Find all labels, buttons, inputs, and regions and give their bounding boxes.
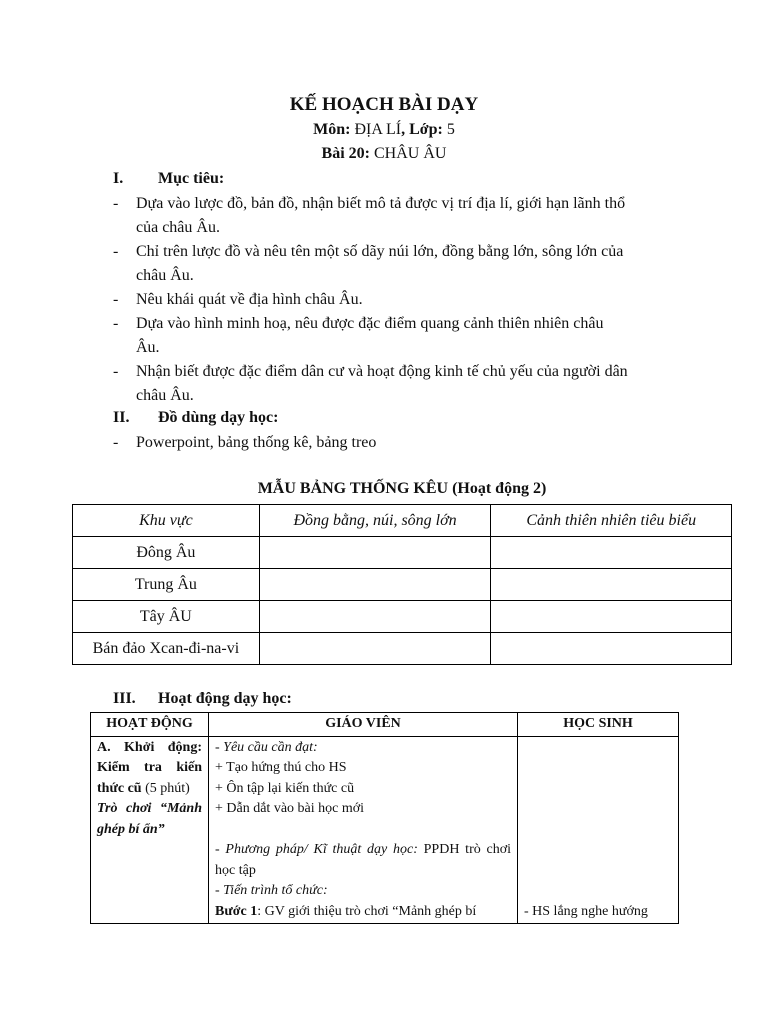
table-row: [73, 537, 732, 569]
list-item: - Powerpoint, bảng thống kê, bảng treo: [113, 434, 377, 451]
page-title: KẾ HOẠCH BÀI DẠY: [289, 94, 479, 115]
list-item-text: Chỉ trên lược đồ và nêu tên một số dãy núi lớn, đồng bằng lớn, sông lớn của: [136, 243, 624, 260]
section-number: III.: [113, 690, 136, 707]
table-cell-region: Đông Âu: [73, 537, 260, 569]
list-item-text-cont: châu Âu.: [136, 267, 194, 284]
list-item-text: Dựa vào hình minh hoạ, nêu được đặc điểm quang cảnh thiên nhiên châu: [136, 315, 604, 332]
table-row: [73, 633, 732, 665]
section-title: Đồ dùng dạy học:: [158, 409, 279, 426]
table-cell: [259, 569, 491, 601]
list-item-text: Nêu khái quát về địa hình châu Âu.: [136, 291, 363, 308]
grade-label: , Lớp:: [401, 121, 443, 138]
table-header-cell: GIÁO VIÊN: [209, 713, 518, 737]
section-title: Mục tiêu:: [158, 170, 225, 187]
lesson-value: CHÂU ÂU: [370, 145, 447, 162]
list-item: - Dựa vào lược đồ, bản đồ, nhận biết mô tả được vị trí địa lí, giới hạn lãnh thổ của châu Âu.: [113, 195, 626, 236]
lesson-label: Bài 20:: [321, 145, 370, 162]
list-item-text: Nhận biết được đặc điểm dân cư và hoạt động kinh tế chủ yếu của người dân: [136, 363, 628, 380]
table-header-cell: Đồng bằng, núi, sông lớn: [259, 505, 491, 537]
subject-line: [0, 121, 768, 139]
step-label: Bước 1: [215, 903, 258, 919]
section-heading-activities: [113, 690, 292, 708]
method-line: [215, 840, 511, 881]
method-label: - Phương pháp/ Kĩ thuật dạy học:: [215, 842, 418, 857]
table-row: [91, 736, 679, 924]
activity-duration: (5 phút): [141, 780, 190, 796]
step-text: : GV giới thiệu trò chơi “Mảnh ghép bí: [257, 903, 477, 919]
list-item-text-cont: châu Âu.: [136, 387, 194, 404]
table-cell: [491, 633, 732, 665]
requirement-item: + Dẫn dắt vào bài học mới: [215, 801, 365, 816]
table-header-cell: HOẠT ĐỘNG: [91, 713, 209, 737]
table-cell: [491, 601, 732, 633]
list-item: - Nhận biết được đặc điểm dân cư và hoạt động kinh tế chủ yếu của người dân châu Âu.: [113, 363, 628, 404]
section-title: Hoạt động dạy học:: [158, 690, 292, 707]
section-heading-materials: [113, 409, 278, 427]
subject-label: Môn:: [313, 121, 351, 138]
list-item-text-cont: Âu.: [136, 339, 160, 356]
list-item-text-cont: của châu Âu.: [136, 219, 220, 236]
process-label: - Tiến trình tổ chức:: [215, 883, 328, 898]
table-cell-region: Tây ÂU: [73, 601, 260, 633]
method-value: PPDH trò chơi học tập: [215, 842, 512, 878]
list-item: - Nêu khái quát về địa hình châu Âu.: [113, 291, 363, 308]
table-cell-region: Trung Âu: [73, 569, 260, 601]
table-cell-region: Bán đảo Xcan-đi-na-vi: [73, 633, 260, 665]
activity-table: [90, 712, 679, 924]
materials-list: [113, 431, 677, 455]
table-row: [73, 569, 732, 601]
teacher-cell: [209, 736, 518, 924]
list-item-text: Powerpoint, bảng thống kê, bảng treo: [136, 434, 377, 451]
requirements-label: - Yêu cầu cần đạt:: [215, 739, 318, 755]
table-cell: [259, 601, 491, 633]
table-cell: [491, 569, 732, 601]
stats-table: [72, 504, 732, 665]
requirement-item: + Tạo hứng thú cho HS: [215, 760, 347, 775]
activity-game-name: Trò chơi “Mảnh ghép bí ẩn”: [97, 801, 202, 837]
list-item: - Dựa vào hình minh hoạ, nêu được đặc điểm quang cảnh thiên nhiên châu Âu.: [113, 315, 604, 356]
table-header-cell: Cảnh thiên nhiên tiêu biểu: [491, 505, 732, 537]
objectives-list: [113, 192, 677, 408]
student-text: - HS lắng nghe hướng: [524, 903, 648, 919]
table-row: [73, 601, 732, 633]
table-header-row: [91, 713, 679, 737]
table-header-cell: Khu vực: [73, 505, 260, 537]
lesson-line: [0, 145, 768, 163]
section-number: II.: [113, 409, 130, 426]
requirement-item: + Ôn tập lại kiến thức cũ: [215, 780, 355, 796]
subject-value: ĐỊA LÍ: [350, 121, 402, 138]
table-cell: [259, 537, 491, 569]
grade-value: 5: [442, 121, 455, 138]
activity-title: A. Khởi động: Kiểm tra kiến thức cũ: [97, 739, 202, 796]
table-cell: [259, 633, 491, 665]
activity-cell: [91, 736, 209, 924]
list-item: - Chỉ trên lược đồ và nêu tên một số dãy núi lớn, đồng bằng lớn, sông lớn của châu Âu.: [113, 243, 624, 284]
step-line: [215, 902, 511, 923]
stats-table-title: MẪU BẢNG THỐNG KÊU (Hoạt động 2): [257, 480, 547, 497]
student-cell: [518, 736, 679, 924]
table-header-row: [73, 505, 732, 537]
section-number: I.: [113, 170, 124, 187]
section-heading-objectives: [113, 170, 224, 188]
table-header-cell: HỌC SINH: [518, 713, 679, 737]
list-item-text: Dựa vào lược đồ, bản đồ, nhận biết mô tả được vị trí địa lí, giới hạn lãnh thổ: [136, 195, 626, 212]
table-cell: [491, 537, 732, 569]
